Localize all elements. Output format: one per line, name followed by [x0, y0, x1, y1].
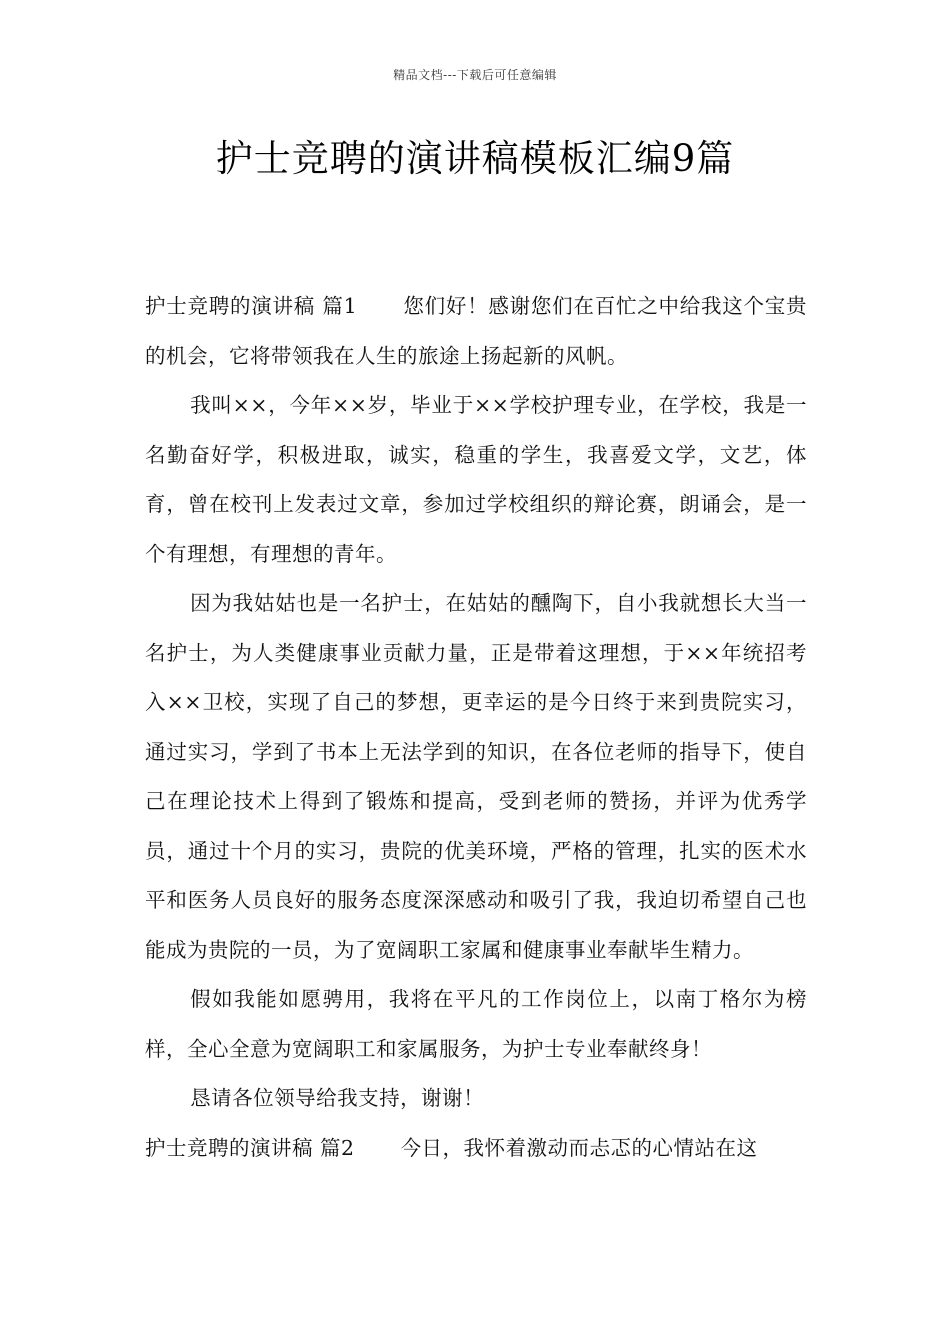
- header-note: 精品文档---下载后可任意编辑: [393, 68, 557, 82]
- section-1-paragraph-2: 我叫××，今年××岁，毕业于××学校护理专业，在学校，我是一名勤奋好学，积极进取，诚实，稳重的学生，我喜爱文学，文艺，体育，曾在校刊上发表过文章，参加过学校组织的辩论赛，朗诵会，是一个有理想，有理想的青年。: [145, 393, 807, 566]
- section-1-paragraph-3: 因为我姑姑也是一名护士，在姑姑的醺陶下，自小我就想长大当一名护士，为人类健康事业贡献力量，正是带着这理想，于××年统招考入××卫校，实现了自己的梦想，更幸运的是今日终于来到贵院实习，通过实习，学到了书本上无法学到的知识，在各位老师的指导下，使自己在理论技术上得到了锻炼和提高，受到老师的赞扬，并评为优秀学员，通过十个月的实习，贵院的优美环境，严格的管理，扎实的医术水平和医务人员良好的服务态度深深感动和吸引了我，我迫切希望自己也能成为贵院的一员，为了宽阔职工家属和健康事业奉献毕生精力。: [145, 591, 807, 962]
- section-1-first-paragraph: [145, 282, 807, 381]
- document-body: [145, 282, 807, 1173]
- section-1-paragraph-5: 恳请各位领导给我支持，谢谢！: [190, 1086, 485, 1110]
- section-2-first-paragraph: [145, 1124, 807, 1174]
- section-1-paragraph-4: 假如我能如愿骋用，我将在平凡的工作岗位上，以南丁格尔为榜样，全心全意为宽阔职工和家属服务，为护士专业奉献终身！: [145, 987, 807, 1061]
- section-2-label: 护士竞聘的演讲稿 篇2: [145, 1135, 355, 1160]
- paragraph-text: 今日，我怀着激动而忐忑的心情站在这: [400, 1135, 758, 1160]
- section-1-label: 护士竞聘的演讲稿 篇1: [145, 294, 358, 318]
- paragraph-text: 您们好！感谢您们在百忙之中给我这个宝贵的机会，它将带领我在人生的旅途上扬起新的风帆。: [145, 294, 807, 368]
- document-title: 护士竞聘的演讲稿模板汇编9篇: [215, 137, 735, 180]
